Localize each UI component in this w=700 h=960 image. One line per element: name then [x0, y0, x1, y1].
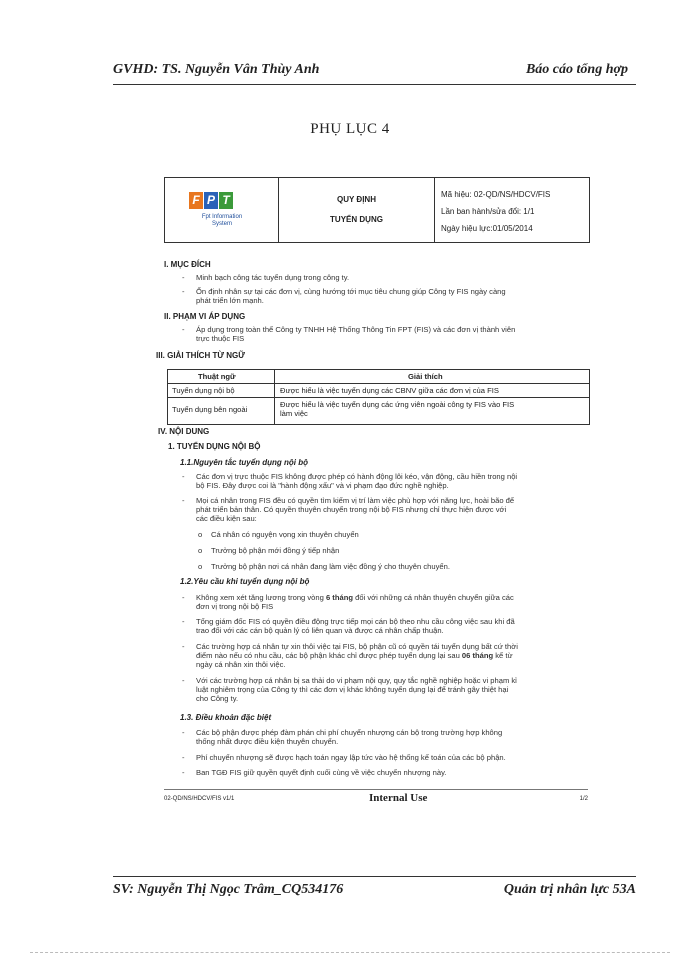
- bullet-dash: -: [182, 728, 185, 737]
- section-glossary-heading: III. GIẢI THÍCH TỪ NGỮ: [156, 351, 245, 360]
- requirement-2a: Tổng giám đốc FIS có quyền điều động trực tiếp mọi cán bộ theo nhu cầu công việc sau khi đã: [196, 617, 515, 626]
- section-purpose-heading: I. MỤC ĐÍCH: [164, 260, 211, 269]
- internal-recruit-heading: 1. TUYỂN DỤNG NỘI BỘ: [168, 442, 261, 451]
- page-footer-class: Quản trị nhân lực 53A: [503, 882, 636, 897]
- purpose-bullet-1: Minh bạch công tác tuyển dụng trong công ty.: [196, 273, 350, 282]
- doc-code: Mã hiệu: 02-QD/NS/HDCV/FIS: [441, 190, 551, 199]
- purpose-bullet-2b: phát triển lớn mạnh.: [196, 296, 264, 305]
- glossary-def-2b: làm việc: [280, 409, 308, 418]
- bullet-dash: -: [182, 593, 185, 602]
- principle-2b: phát triển bản thân. Có quyền thuyên chuyển trong nội bộ FIS nhưng chỉ thực hiện được với: [196, 505, 507, 514]
- requirements-heading: 1.2.Yêu cầu khi tuyển dụng nội bộ: [180, 577, 310, 586]
- requirement-3c: ngày cá nhân xin thôi việc.: [196, 660, 286, 669]
- requirement-4a: Với các trường hợp cá nhân bị sa thải do vi phạm nội quy, quy tắc nghề nghiệp hoặc vi phạm kỉ: [196, 676, 517, 685]
- bullet-dash: -: [182, 325, 185, 334]
- doc-header-box: [164, 177, 590, 243]
- bullet-dash: -: [182, 753, 185, 762]
- page-header-advisor: GVHD: TS. Nguyễn Vân Thùy Anh: [113, 62, 320, 77]
- footer-divider: [113, 876, 636, 877]
- requirement-1b: đơn vị trong nội bộ FIS: [196, 602, 274, 611]
- bullet-dash: -: [182, 496, 185, 505]
- doc-version: Lần ban hành/sửa đổi: 1/1: [441, 207, 535, 216]
- scope-bullet-1b: trực thuộc FIS: [196, 334, 245, 343]
- special-term-1a: Các bộ phận được phép đàm phán chi phí chuyển nhượng cán bộ trong trường hợp không: [196, 728, 503, 737]
- scan-footer-code: 02-QD/NS/HDCV/FIS v1/1: [164, 796, 235, 802]
- scan-footer-classification: Internal Use: [369, 792, 428, 804]
- condition-2: Trưởng bộ phận mới đồng ý tiếp nhận: [211, 546, 340, 555]
- header-divider: [113, 84, 636, 85]
- logo-subtitle-2: System: [211, 221, 232, 227]
- bullet-dash: -: [182, 642, 185, 651]
- requirement-4b: luật nghiêm trọng của Công ty thì các đơn vị khác không tuyển dụng lại để tránh gây thiệt hại: [196, 685, 509, 694]
- doc-meta-cell: [435, 178, 589, 242]
- glossary-term-2: Tuyển dụng bên ngoài: [172, 405, 248, 414]
- page-break-line: [30, 952, 670, 953]
- glossary-col-term: Thuật ngữ: [198, 372, 236, 381]
- principle-1a: Các đơn vị trực thuộc FIS không được phép có hành động lôi kéo, vận động, cầu hiền trong nội: [196, 472, 518, 481]
- scan-footer-page: 1/2: [579, 796, 588, 802]
- requirement-3a: Các trường hợp cá nhân tự xin thôi việc tại FIS, bộ phận cũ có quyền tái tuyển dụng bất cứ thời: [196, 642, 518, 651]
- principle-2a: Mọi cá nhân trong FIS đều có quyền tìm kiếm vị trí làm việc phù hợp với năng lực, hoài bão để: [196, 496, 515, 505]
- requirement-4c: cho Công ty.: [196, 694, 239, 703]
- bullet-dash: -: [182, 287, 185, 296]
- logo-subtitle-1: Fpt Information: [201, 214, 243, 220]
- principle-1b: bộ FIS. Đây được coi là "hành động xấu" và vi phạm đạo đức nghề nghiệp.: [196, 481, 449, 490]
- circle-bullet-icon: o: [198, 562, 203, 571]
- table-row-divider: [168, 383, 589, 384]
- bullet-dash: -: [182, 472, 185, 481]
- section-scope-heading: II. PHẠM VI ÁP DỤNG: [164, 312, 246, 321]
- special-term-2: Phí chuyển nhượng sẽ được hạch toán ngay lập tức vào hệ thống kế toán của các bộ phận.: [196, 753, 506, 762]
- special-term-1b: thống nhất được điều kiện thuyên chuyển.: [196, 737, 339, 746]
- page-footer-student: SV: Nguyễn Thị Ngọc Trâm_CQ534176: [113, 882, 344, 897]
- doc-title-1: QUY ĐỊNH: [337, 195, 376, 204]
- special-terms-heading: 1.3. Điều khoản đặc biệt: [180, 713, 272, 722]
- circle-bullet-icon: o: [198, 546, 203, 555]
- special-term-3: Ban TGĐ FIS giữ quyền quyết định cuối cùng về việc chuyển nhượng này.: [196, 768, 447, 777]
- appendix-title: PHỤ LỤC 4: [310, 121, 390, 137]
- glossary-def-1: Được hiểu là việc tuyển dụng các CBNV giữa các đơn vị của FIS: [280, 386, 499, 395]
- section-content-heading: IV. NỘI DUNG: [158, 427, 210, 436]
- doc-logo-cell: [165, 178, 279, 242]
- glossary-def-2a: Được hiểu là việc tuyển dụng các ứng viên ngoài công ty FIS vào FIS: [280, 400, 515, 409]
- bullet-dash: -: [182, 617, 185, 626]
- glossary-table: [167, 369, 590, 425]
- scope-bullet-1a: Áp dụng trong toàn thể Công ty TNHH Hệ Thống Thông Tin FPT (FIS) và các đơn vị thành viên: [196, 325, 516, 334]
- doc-title-cell: [279, 178, 435, 242]
- page-footer: [113, 880, 636, 902]
- bullet-dash: -: [182, 676, 185, 685]
- page-header-report-type: Báo cáo tổng hợp: [525, 62, 628, 77]
- table-row-divider: [168, 397, 589, 398]
- fpt-logo: [177, 192, 262, 232]
- doc-effective-date: Ngày hiệu lực:01/05/2014: [441, 224, 533, 233]
- purpose-bullet-2a: Ổn định nhân sự tại các đơn vị, cùng hướng tới mục tiêu chung giúp Công ty FIS ngày càng: [196, 287, 506, 296]
- doc-title-2: TUYỂN DỤNG: [330, 215, 383, 224]
- condition-3: Trưởng bộ phận nơi cá nhân đang làm việc đồng ý cho thuyên chuyển.: [211, 562, 450, 571]
- glossary-col-definition: Giải thích: [408, 372, 443, 381]
- bullet-dash: -: [182, 768, 185, 777]
- logo-tile-p: P: [204, 192, 218, 209]
- circle-bullet-icon: o: [198, 530, 203, 539]
- requirement-1a: Không xem xét tăng lương trong vòng 6 tháng đối với những cá nhân thuyên chuyển giữa các: [196, 593, 514, 602]
- logo-tile-t: T: [219, 192, 233, 209]
- condition-1: Cá nhân có nguyện vọng xin thuyên chuyển: [211, 530, 359, 539]
- glossary-term-1: Tuyển dụng nội bộ: [172, 386, 235, 395]
- requirement-2b: trao đổi với các cán bộ quản lý có liên quan và được cá nhân chấp thuận.: [196, 626, 444, 635]
- page-header: [113, 60, 628, 82]
- principles-heading: 1.1.Nguyên tắc tuyển dụng nội bộ: [180, 458, 309, 467]
- requirement-3b: điểm nào nếu có nhu cầu, các bộ phận khác chỉ được phép tuyển dụng lại sau 06 tháng kể từ: [196, 651, 513, 660]
- scan-footer: [164, 789, 588, 808]
- logo-tile-f: F: [189, 192, 203, 209]
- bullet-dash: -: [182, 273, 185, 282]
- principle-2c: các điều kiện sau:: [196, 514, 257, 523]
